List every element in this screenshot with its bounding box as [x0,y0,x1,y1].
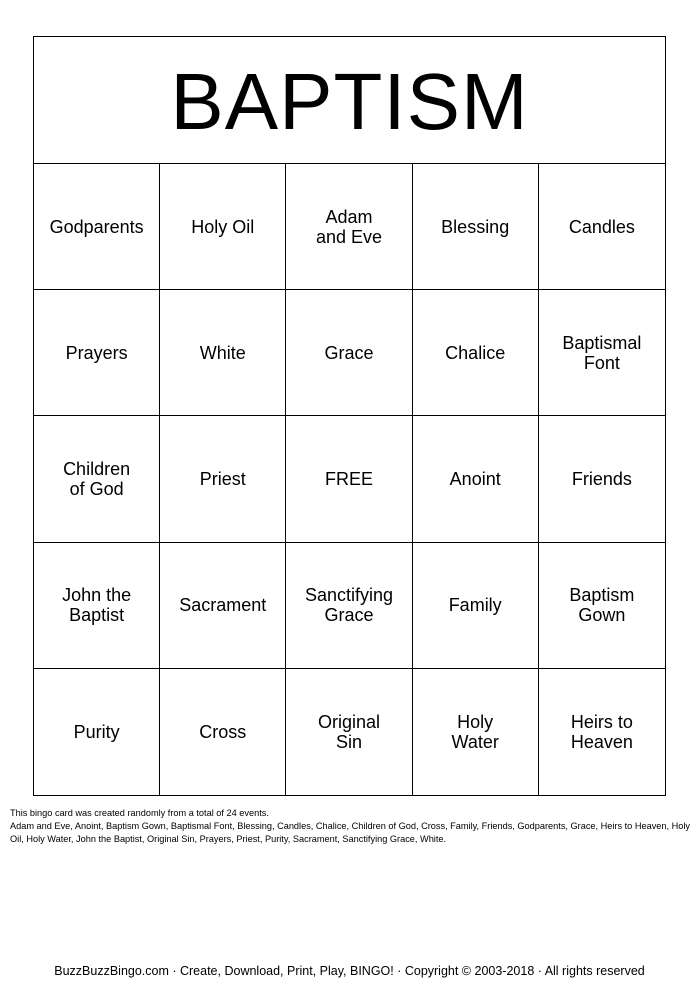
bingo-cell [413,543,539,669]
bingo-cell [34,290,160,416]
cell-label: Candles [568,216,635,237]
cell-label: Priest [199,468,246,489]
cell-label: Purity [73,721,120,742]
cell-label: Adam and Eve [315,206,383,247]
cell-label: White [199,342,246,363]
bingo-cell [539,290,665,416]
cell-label: Sanctifying Grace [304,585,394,626]
cell-label: Holy Water [451,711,499,752]
bingo-cell [34,164,160,290]
cell-label: Chalice [445,342,506,363]
cell-label: Godparents [49,216,144,237]
event-count-text: This bingo card was created randomly from a total of 24 events. [10,808,269,818]
bingo-cell [413,290,539,416]
cell-label: Grace [324,342,374,363]
bingo-cell [160,543,286,669]
bingo-cell [413,416,539,542]
cell-label: Heirs to Heaven [570,711,633,752]
bingo-cell [286,543,412,669]
footer-copyright: BuzzBuzzBingo.com · Create, Download, Print, Play, BINGO! · Copyright © 2003-2018 · All rights reserved [54,964,645,978]
card-title: BAPTISM [170,57,529,146]
cell-label: Friends [571,468,632,489]
bingo-cell [413,669,539,795]
cell-label: Original Sin [317,711,380,752]
cell-label: Anoint [449,468,501,489]
cell-label: FREE [324,468,373,489]
bingo-cell [34,669,160,795]
bingo-cell [160,164,286,290]
cell-label: John the Baptist [62,585,132,626]
bingo-cell [160,416,286,542]
cell-label: Children of God [63,458,131,499]
cell-label: Sacrament [179,595,267,616]
bingo-card [33,36,666,796]
bingo-cell [539,669,665,795]
cell-label: Baptismal Font [562,332,642,373]
bingo-cell [34,543,160,669]
bingo-cell [539,416,665,542]
cell-label: Family [448,595,502,616]
bingo-grid [34,164,665,795]
bingo-cell [160,290,286,416]
cell-label: Cross [199,721,247,742]
cell-label: Baptism Gown [569,585,635,626]
cell-label: Prayers [65,342,128,363]
bingo-cell [286,290,412,416]
bingo-cell [539,543,665,669]
cell-label: Holy Oil [191,216,255,237]
event-list-text: Adam and Eve, Anoint, Baptism Gown, Baptismal Font, Blessing, Candles, Chalice, Children of God, Cross, Family, Friends, Godparents, Grace, Heirs to Heaven, Holy Oil, Holy Water, John the Baptist, Original Sin, Prayers, Priest, Purity, Sacrament, Sanctifying Grace, White. [10,821,690,844]
bingo-cell [413,164,539,290]
bingo-cell [34,416,160,542]
bingo-cell-free [286,416,412,542]
bingo-cell [286,669,412,795]
bingo-cell [539,164,665,290]
bingo-cell [160,669,286,795]
bingo-cell [286,164,412,290]
cell-label: Blessing [441,216,510,237]
event-note [10,807,694,846]
title-row [34,37,665,164]
